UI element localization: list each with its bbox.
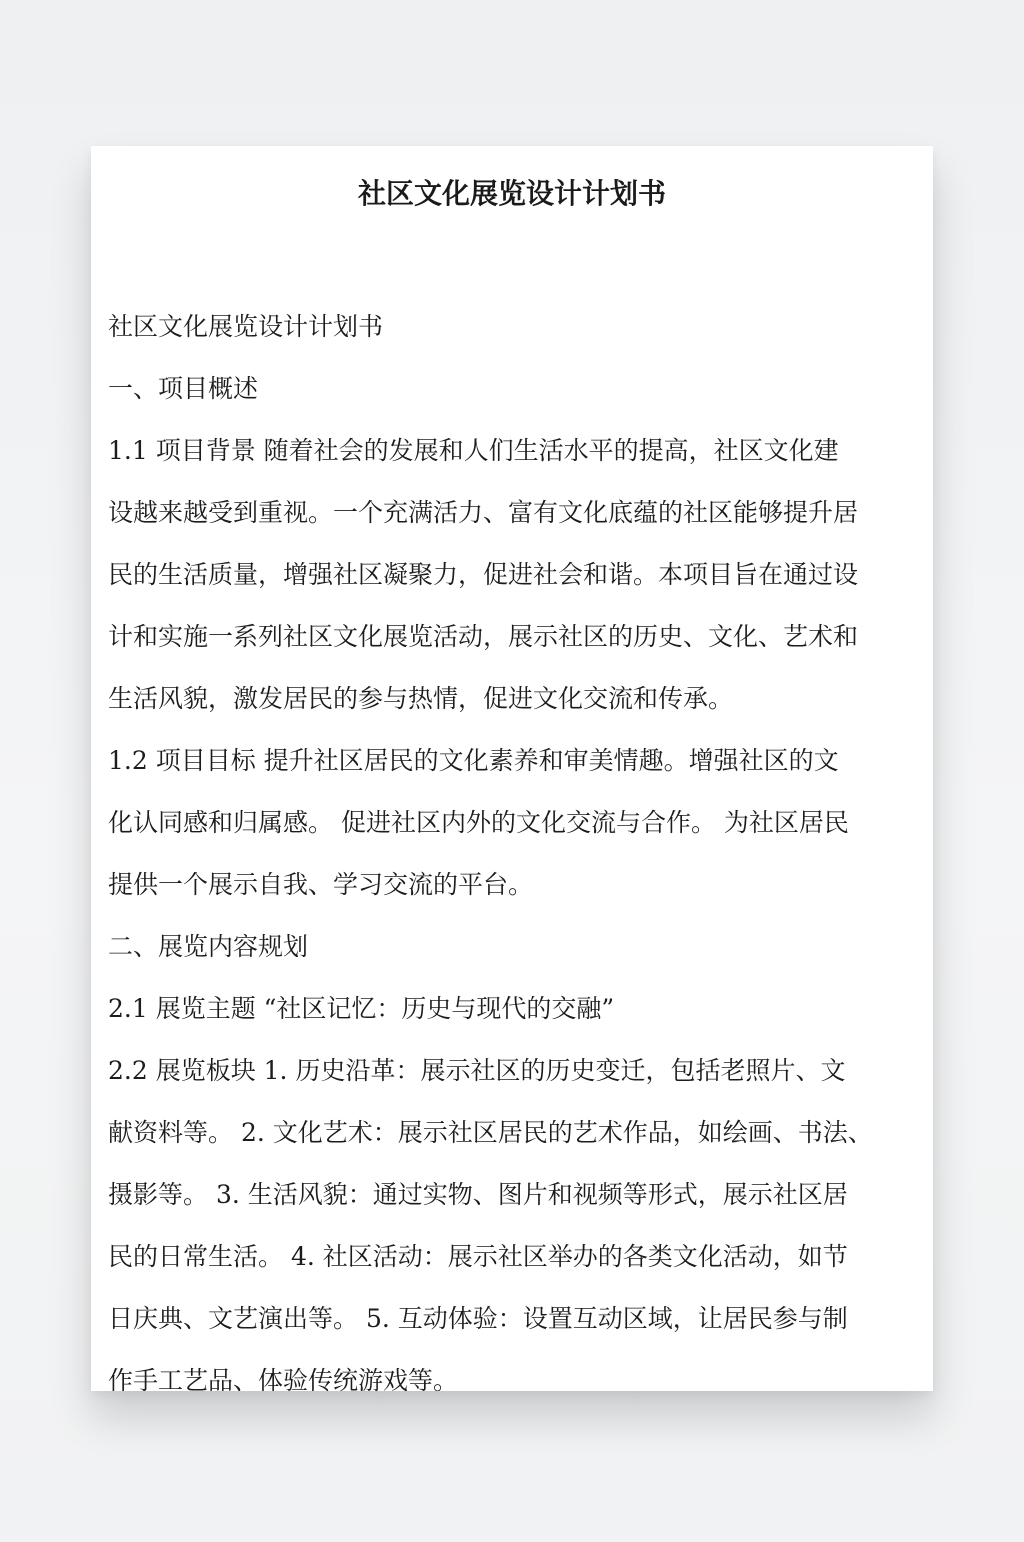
section-heading: 一、项目概述 [108,374,259,403]
body-line: 日庆典、文艺演出等。 5. 互动体验：设置互动区域，让居民参与制 [108,1304,848,1333]
body-line: 社区文化展览设计计划书 [108,312,384,341]
body-line: 2.2 展览板块 1. 历史沿革：展示社区的历史变迁，包括老照片、文 [108,1056,846,1085]
body-line: 2.1 展览主题 “社区记忆：历史与现代的交融” [108,994,615,1023]
body-line: 民的日常生活。 4. 社区活动：展示社区举办的各类文化活动，如节 [108,1242,848,1271]
body-line: 作手工艺品、体验传统游戏等。 [108,1366,459,1391]
document-title: 社区文化展览设计计划书 [357,177,666,210]
body-line: 1.2 项目目标 提升社区居民的文化素养和审美情趣。增强社区的文 [108,746,839,775]
document-page [91,146,933,1391]
body-line: 1.1 项目背景 随着社会的发展和人们生活水平的提高，社区文化建 [108,436,839,465]
body-line: 化认同感和归属感。 促进社区内外的文化交流与合作。 为社区居民 [108,808,849,837]
body-line: 民的生活质量，增强社区凝聚力，促进社会和谐。本项目旨在通过设 [108,560,859,589]
body-line: 提供一个展示自我、学习交流的平台。 [108,870,534,899]
body-line: 生活风貌，激发居民的参与热情，促进文化交流和传承。 [108,684,734,713]
section-heading: 二、展览内容规划 [108,932,309,961]
body-line: 献资料等。 2. 文化艺术：展示社区居民的艺术作品，如绘画、书法、 [108,1118,873,1147]
body-line: 计和实施一系列社区文化展览活动，展示社区的历史、文化、艺术和 [108,622,859,651]
document-body [108,296,920,1391]
body-line: 设越来越受到重视。一个充满活力、富有文化底蕴的社区能够提升居 [108,498,859,527]
body-line: 摄影等。 3. 生活风貌：通过实物、图片和视频等形式，展示社区居 [108,1180,848,1209]
